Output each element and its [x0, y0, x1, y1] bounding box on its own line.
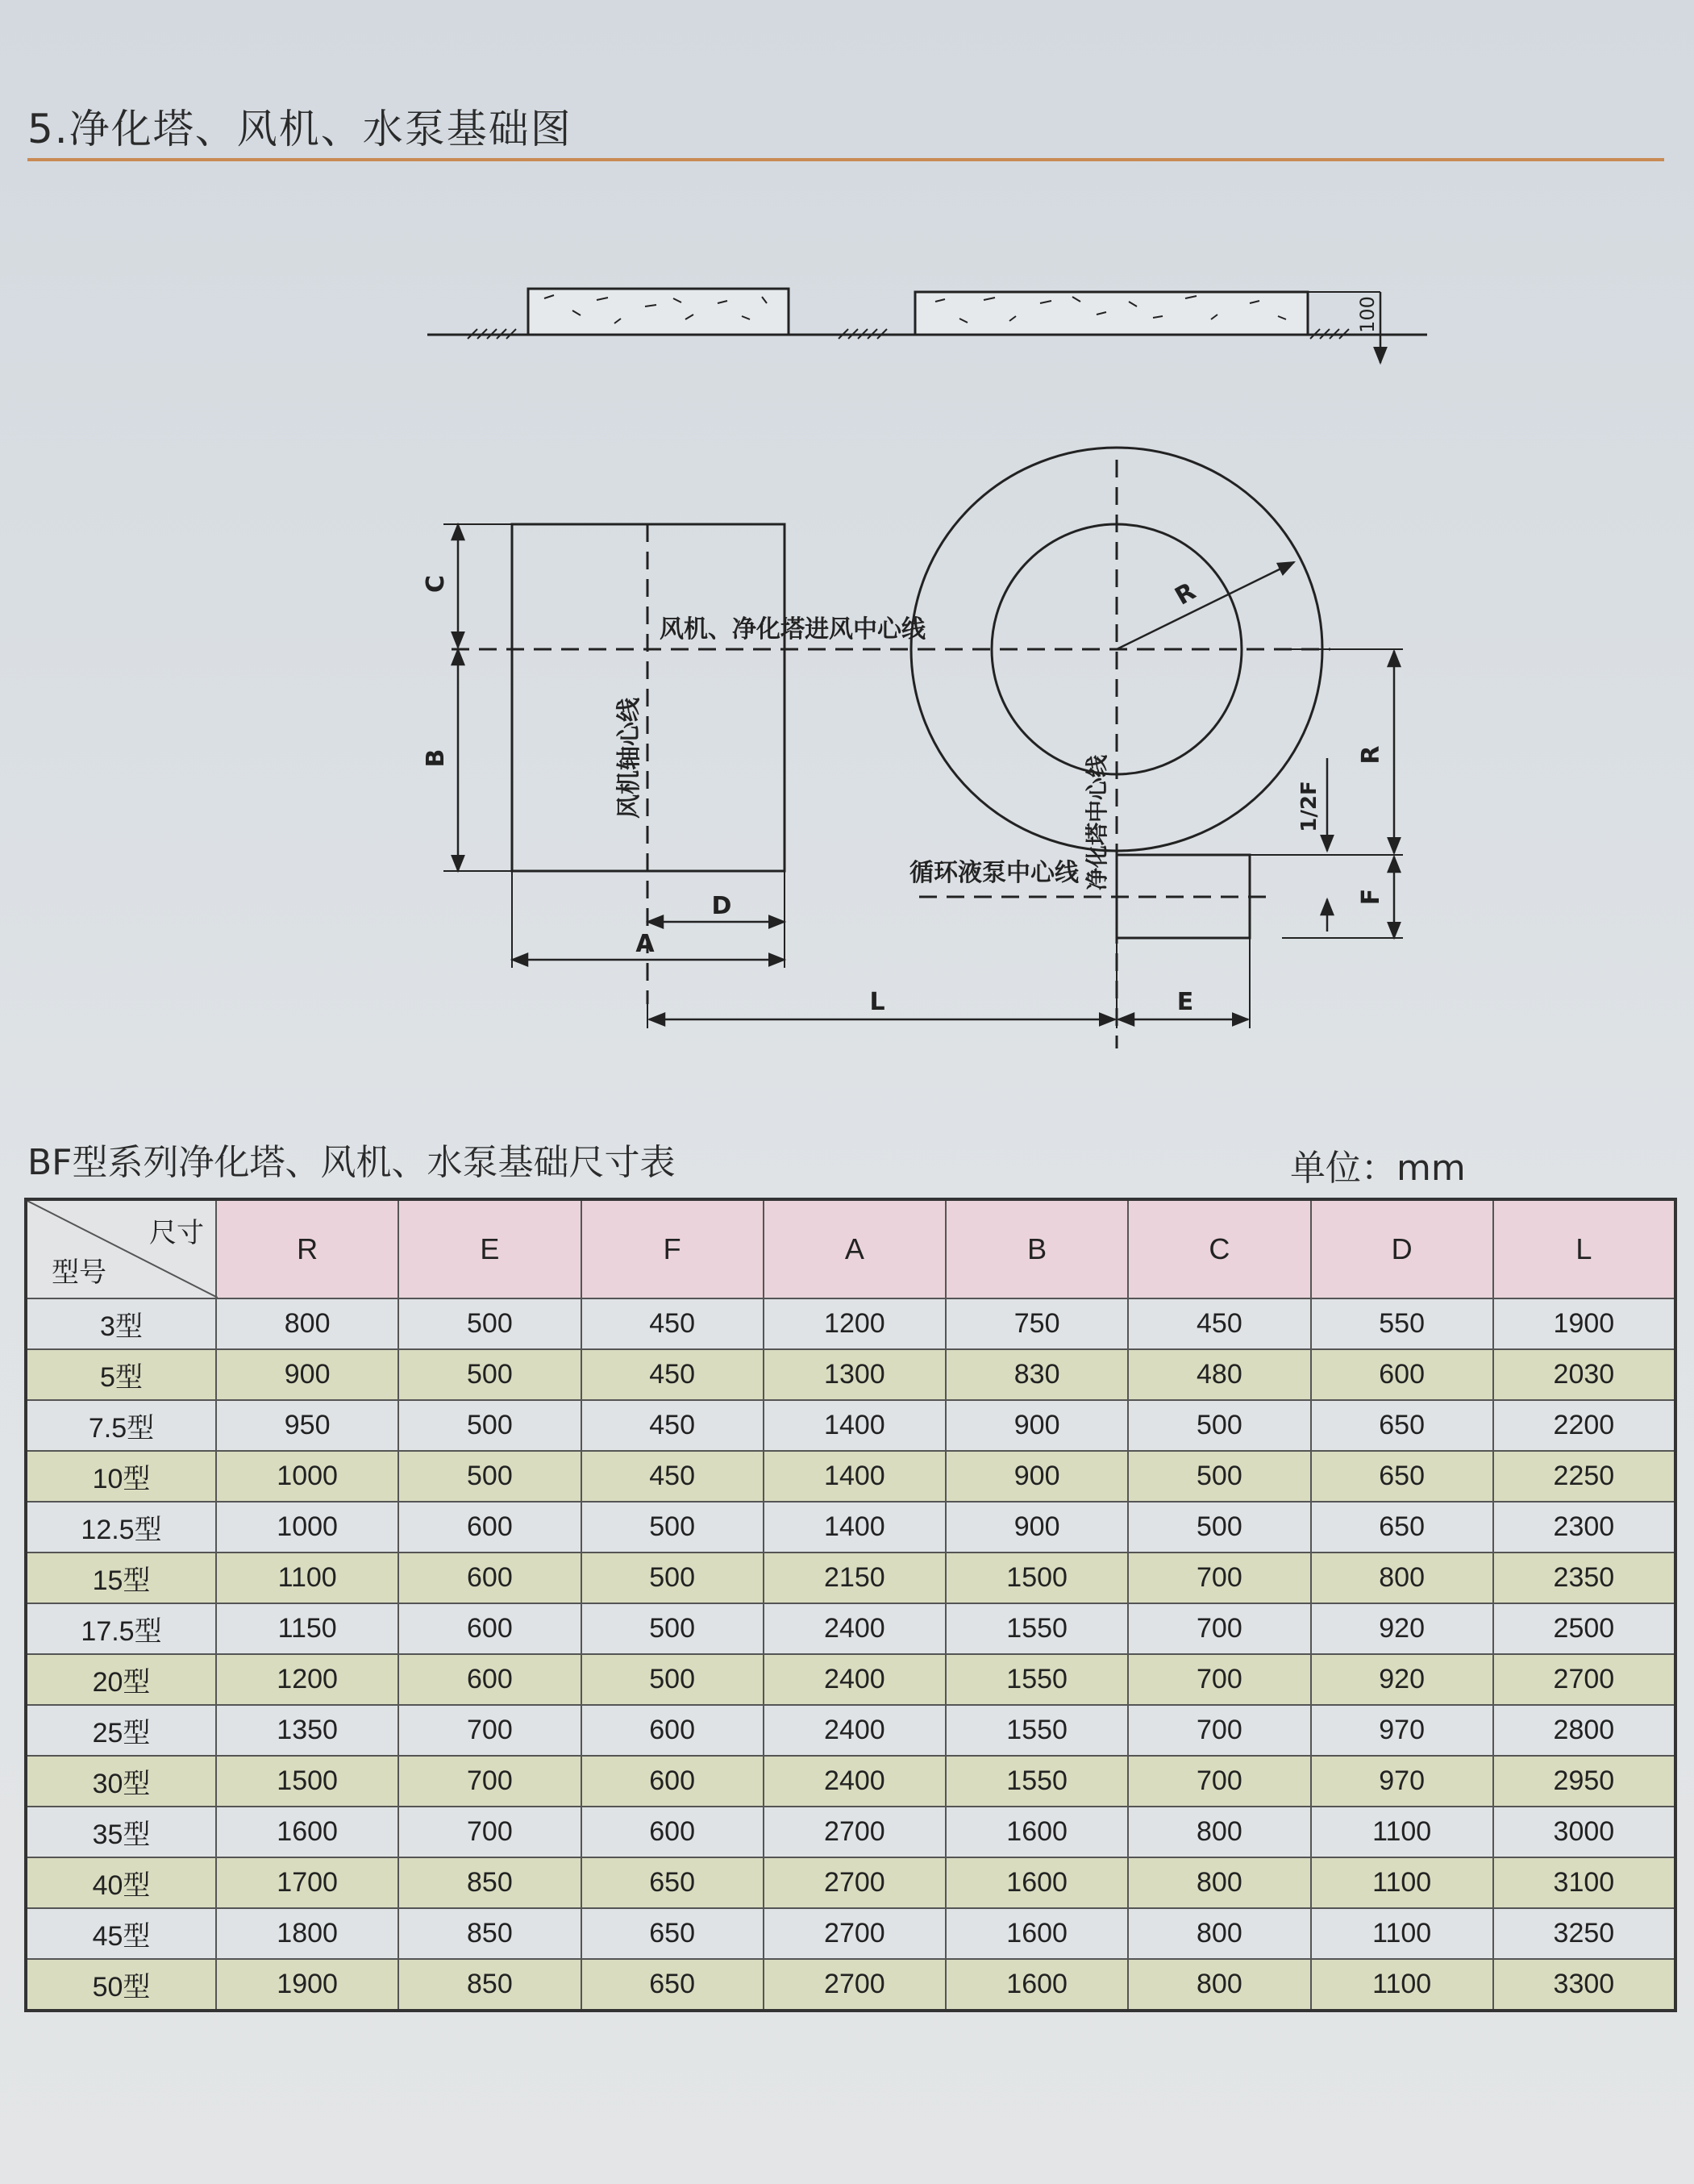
value-cell: 650 — [581, 1857, 764, 1908]
value-cell: 2350 — [1493, 1553, 1675, 1603]
table-row — [26, 1553, 1675, 1603]
dimension-b-label: B — [422, 748, 450, 768]
value-cell: 600 — [581, 1756, 764, 1807]
dimension-table — [24, 1198, 1677, 2012]
table-row — [26, 1857, 1675, 1908]
model-cell: 25型 — [26, 1705, 216, 1756]
value-cell: 3100 — [1493, 1857, 1675, 1908]
value-cell: 600 — [398, 1654, 581, 1705]
value-cell: 2700 — [764, 1857, 946, 1908]
value-cell: 1200 — [216, 1654, 398, 1705]
unit-label: 单位：mm — [1290, 1148, 1466, 1189]
value-cell: 700 — [398, 1705, 581, 1756]
value-cell: 3300 — [1493, 1959, 1675, 2011]
value-cell: 2400 — [764, 1654, 946, 1705]
value-cell: 500 — [398, 1349, 581, 1400]
value-cell: 1550 — [946, 1756, 1128, 1807]
value-cell: 2700 — [1493, 1654, 1675, 1705]
model-cell: 5型 — [26, 1349, 216, 1400]
corner-model-label: 型号 — [52, 1257, 106, 1288]
value-cell: 700 — [398, 1807, 581, 1857]
value-cell: 1400 — [764, 1451, 946, 1502]
value-cell: 3000 — [1493, 1807, 1675, 1857]
value-cell: 900 — [216, 1349, 398, 1400]
value-cell: 700 — [1128, 1705, 1310, 1756]
model-cell: 7.5型 — [26, 1400, 216, 1451]
value-cell: 500 — [581, 1603, 764, 1654]
value-cell: 850 — [398, 1959, 581, 2011]
value-cell: 450 — [1128, 1298, 1310, 1349]
value-cell: 920 — [1311, 1654, 1493, 1705]
value-cell: 850 — [398, 1908, 581, 1959]
value-cell: 800 — [1128, 1959, 1310, 2011]
value-cell: 950 — [216, 1400, 398, 1451]
dimension-l-label: L — [869, 988, 885, 1016]
value-cell: 1800 — [216, 1908, 398, 1959]
value-cell: 1550 — [946, 1654, 1128, 1705]
value-cell: 1600 — [946, 1959, 1128, 2011]
value-cell: 2400 — [764, 1603, 946, 1654]
value-cell: 700 — [1128, 1603, 1310, 1654]
model-cell: 50型 — [26, 1959, 216, 2011]
value-cell: 1100 — [1311, 1857, 1493, 1908]
table-row — [26, 1705, 1675, 1756]
height-dimension-label: 100 — [1356, 296, 1379, 333]
value-cell: 800 — [1311, 1553, 1493, 1603]
table-row — [26, 1959, 1675, 2011]
title-divider — [27, 158, 1664, 161]
value-cell: 600 — [581, 1807, 764, 1857]
dimension-a-label: A — [635, 930, 655, 958]
value-cell: 1400 — [764, 1502, 946, 1553]
value-cell: 600 — [398, 1603, 581, 1654]
value-cell: 500 — [398, 1451, 581, 1502]
value-cell: 650 — [1311, 1451, 1493, 1502]
value-cell: 2400 — [764, 1756, 946, 1807]
model-cell: 40型 — [26, 1857, 216, 1908]
model-cell: 3型 — [26, 1298, 216, 1349]
value-cell: 1600 — [216, 1807, 398, 1857]
value-cell: 700 — [1128, 1553, 1310, 1603]
pump-foundation-plan — [909, 649, 1403, 938]
table-row — [26, 1349, 1675, 1400]
model-cell: 12.5型 — [26, 1502, 216, 1553]
column-header: L — [1493, 1199, 1675, 1298]
value-cell: 480 — [1128, 1349, 1310, 1400]
table-title: BF型系列净化塔、风机、水泵基础尺寸表 — [27, 1142, 676, 1183]
value-cell: 1600 — [946, 1807, 1128, 1857]
model-cell: 15型 — [26, 1553, 216, 1603]
value-cell: 2500 — [1493, 1603, 1675, 1654]
value-cell: 2950 — [1493, 1756, 1675, 1807]
value-cell: 1000 — [216, 1451, 398, 1502]
column-header: E — [398, 1199, 581, 1298]
header-corner-cell — [26, 1199, 216, 1298]
column-header: F — [581, 1199, 764, 1298]
table-row — [26, 1502, 1675, 1553]
value-cell: 500 — [581, 1553, 764, 1603]
column-header: C — [1128, 1199, 1310, 1298]
value-cell: 2400 — [764, 1705, 946, 1756]
foundation-drawing — [403, 274, 1467, 1048]
value-cell: 500 — [581, 1502, 764, 1553]
value-cell: 450 — [581, 1400, 764, 1451]
value-cell: 500 — [398, 1400, 581, 1451]
table-row — [26, 1756, 1675, 1807]
value-cell: 2800 — [1493, 1705, 1675, 1756]
value-cell: 450 — [581, 1298, 764, 1349]
value-cell: 1400 — [764, 1400, 946, 1451]
half-f-label: 1/2F — [1297, 781, 1321, 832]
column-header: D — [1311, 1199, 1493, 1298]
value-cell: 650 — [1311, 1400, 1493, 1451]
foundation-diagram — [403, 274, 1467, 1052]
value-cell: 800 — [216, 1298, 398, 1349]
value-cell: 2300 — [1493, 1502, 1675, 1553]
value-cell: 900 — [946, 1502, 1128, 1553]
value-cell: 970 — [1311, 1756, 1493, 1807]
value-cell: 650 — [1311, 1502, 1493, 1553]
radius-label: R — [1170, 577, 1201, 611]
value-cell: 500 — [1128, 1400, 1310, 1451]
value-cell: 1000 — [216, 1502, 398, 1553]
model-cell: 35型 — [26, 1807, 216, 1857]
column-header: B — [946, 1199, 1128, 1298]
value-cell: 1500 — [946, 1553, 1128, 1603]
value-cell: 750 — [946, 1298, 1128, 1349]
value-cell: 600 — [398, 1553, 581, 1603]
value-cell: 500 — [1128, 1502, 1310, 1553]
value-cell: 800 — [1128, 1857, 1310, 1908]
table-body — [26, 1298, 1675, 2011]
corner-dimension-label: 尺寸 — [149, 1218, 204, 1248]
value-cell: 850 — [398, 1857, 581, 1908]
value-cell: 2150 — [764, 1553, 946, 1603]
value-cell: 2250 — [1493, 1451, 1675, 1502]
dimension-d-label: D — [711, 892, 732, 920]
value-cell: 1550 — [946, 1705, 1128, 1756]
value-cell: 650 — [581, 1959, 764, 2011]
tower-centerline-label: 净化塔中心线 — [1084, 754, 1110, 891]
intake-centerline-label: 风机、净化塔进风中心线 — [660, 615, 926, 644]
value-cell: 450 — [581, 1349, 764, 1400]
table-row — [26, 1603, 1675, 1654]
model-cell: 30型 — [26, 1756, 216, 1807]
value-cell: 1300 — [764, 1349, 946, 1400]
model-cell: 45型 — [26, 1908, 216, 1959]
value-cell: 700 — [398, 1756, 581, 1807]
value-cell: 500 — [398, 1298, 581, 1349]
value-cell: 800 — [1128, 1807, 1310, 1857]
elevation-view — [427, 289, 1427, 363]
value-cell: 1600 — [946, 1857, 1128, 1908]
value-cell: 1900 — [216, 1959, 398, 2011]
model-cell: 10型 — [26, 1451, 216, 1502]
value-cell: 600 — [398, 1502, 581, 1553]
table-row — [26, 1807, 1675, 1857]
table-row — [26, 1298, 1675, 1349]
value-cell: 500 — [581, 1654, 764, 1705]
dimension-c-label: C — [422, 574, 450, 594]
value-cell: 700 — [1128, 1756, 1310, 1807]
model-cell: 17.5型 — [26, 1603, 216, 1654]
value-cell: 450 — [581, 1451, 764, 1502]
table-row — [26, 1451, 1675, 1502]
value-cell: 1350 — [216, 1705, 398, 1756]
value-cell: 700 — [1128, 1654, 1310, 1705]
value-cell: 800 — [1128, 1908, 1310, 1959]
value-cell: 1500 — [216, 1756, 398, 1807]
value-cell: 600 — [581, 1705, 764, 1756]
fan-axis-label: 风机轴心线 — [615, 698, 643, 819]
r-side-label: R — [1357, 745, 1385, 765]
value-cell: 600 — [1311, 1349, 1493, 1400]
value-cell: 920 — [1311, 1603, 1493, 1654]
column-header: A — [764, 1199, 946, 1298]
value-cell: 1900 — [1493, 1298, 1675, 1349]
fan-foundation-plan — [422, 524, 785, 1004]
value-cell: 1200 — [764, 1298, 946, 1349]
dimension-f-label: F — [1357, 888, 1385, 906]
value-cell: 900 — [946, 1400, 1128, 1451]
value-cell: 1100 — [216, 1553, 398, 1603]
dimension-e-label: E — [1176, 988, 1194, 1016]
table-header-row — [26, 1199, 1675, 1298]
column-header: R — [216, 1199, 398, 1298]
table-row — [26, 1908, 1675, 1959]
value-cell: 1100 — [1311, 1959, 1493, 2011]
value-cell: 1150 — [216, 1603, 398, 1654]
value-cell: 1100 — [1311, 1807, 1493, 1857]
table-row — [26, 1400, 1675, 1451]
value-cell: 970 — [1311, 1705, 1493, 1756]
value-cell: 500 — [1128, 1451, 1310, 1502]
value-cell: 1100 — [1311, 1908, 1493, 1959]
model-cell: 20型 — [26, 1654, 216, 1705]
value-cell: 2700 — [764, 1908, 946, 1959]
value-cell: 1600 — [946, 1908, 1128, 1959]
value-cell: 650 — [581, 1908, 764, 1959]
value-cell: 2700 — [764, 1807, 946, 1857]
value-cell: 1700 — [216, 1857, 398, 1908]
value-cell: 900 — [946, 1451, 1128, 1502]
value-cell: 2700 — [764, 1959, 946, 2011]
table-row — [26, 1654, 1675, 1705]
value-cell: 3250 — [1493, 1908, 1675, 1959]
pump-centerline-label: 循环液泵中心线 — [909, 859, 1079, 887]
value-cell: 550 — [1311, 1298, 1493, 1349]
value-cell: 1550 — [946, 1603, 1128, 1654]
value-cell: 2030 — [1493, 1349, 1675, 1400]
value-cell: 2200 — [1493, 1400, 1675, 1451]
value-cell: 830 — [946, 1349, 1128, 1400]
section-title: 5.净化塔、风机、水泵基础图 — [27, 106, 572, 152]
